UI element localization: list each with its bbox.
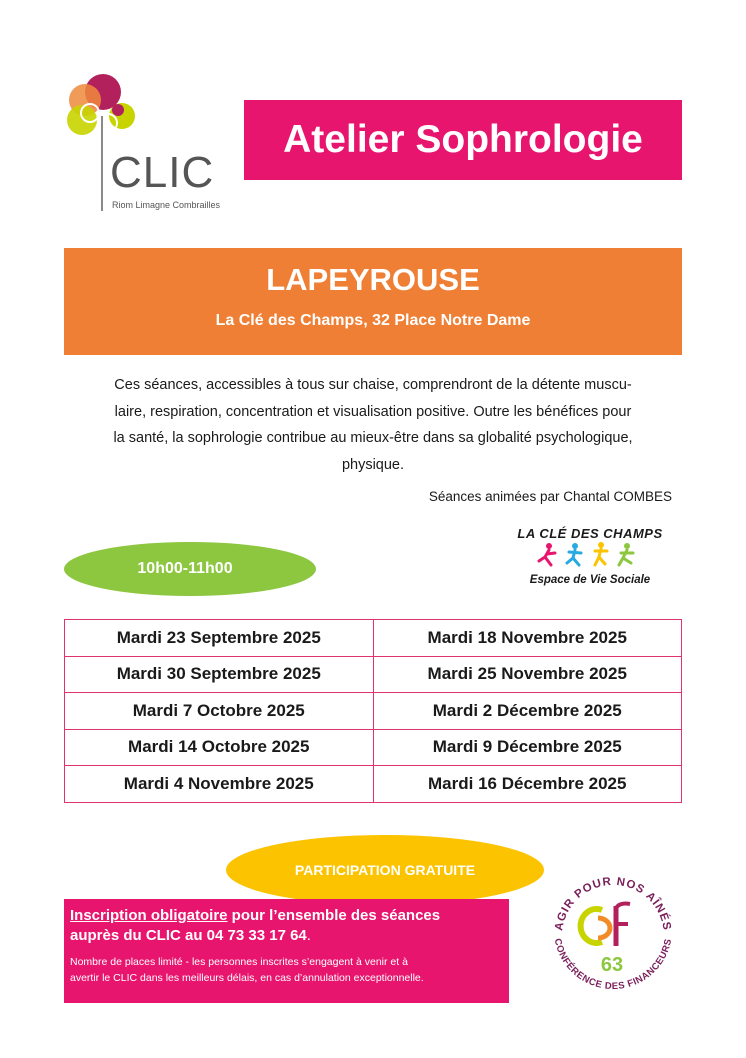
- partner-subtitle: Espace de Vie Sociale: [529, 574, 651, 586]
- cdf-top-text: AGIR POUR NOS AÎNÉS: [553, 875, 673, 932]
- cdf-logo: [540, 858, 685, 1003]
- host-line: Séances animées par Chantal COMBES: [428, 489, 672, 504]
- page-title: Atelier Sophrologie: [283, 118, 643, 161]
- description-line: physique.: [341, 456, 405, 473]
- note-line: Nombre de places limité - les personnes inscrites s’engagent à venir et à: [70, 956, 408, 968]
- inscription-box: [64, 899, 509, 1003]
- partner-title: LA CLÉ DES CHAMPS: [517, 526, 663, 541]
- table-row: [65, 766, 682, 803]
- svg-text:AGIR POUR NOS AÎNÉS: [553, 876, 673, 932]
- participation-pill: [226, 835, 544, 905]
- date-cell: Mardi 2 Décembre 2025: [373, 693, 682, 730]
- inscription-text: [70, 906, 503, 946]
- location-address: La Clé des Champs, 32 Place Notre Dame: [215, 312, 531, 329]
- date-cell: Mardi 23 Septembre 2025: [65, 620, 374, 657]
- date-cell: Mardi 25 Novembre 2025: [373, 656, 682, 693]
- table-row: [65, 729, 682, 766]
- table-row: [65, 656, 682, 693]
- inscription-period: .: [306, 927, 311, 944]
- location-city: LAPEYROUSE: [266, 262, 480, 297]
- note-line: avertir le CLIC dans les meilleurs délais, en cas d’annulation exceptionnelle.: [70, 971, 424, 984]
- inscription-phone-line: auprès du CLIC au 04 73 33 17 64: [70, 927, 307, 944]
- clic-subtitle: Riom Limagne Combrailles: [112, 200, 221, 210]
- inscription-rest: pour l’ensemble des séances: [227, 907, 441, 924]
- date-cell: Mardi 4 Novembre 2025: [65, 766, 374, 803]
- date-cell: Mardi 9 Décembre 2025: [373, 729, 682, 766]
- running-figures-icon: [535, 541, 645, 567]
- inscription-note: [70, 955, 503, 986]
- description-line: laire, respiration, concentration et visualisation positive. Outre les bénéfices pour: [114, 403, 632, 420]
- time-slot-pill: [64, 542, 316, 596]
- cdf-dept: 63: [600, 954, 624, 976]
- dates-table: [64, 619, 682, 803]
- table-row: [65, 693, 682, 730]
- date-cell: Mardi 7 Octobre 2025: [65, 693, 374, 730]
- clic-name: CLIC: [110, 148, 215, 197]
- inscription-required: Inscription obligatoire: [70, 907, 228, 924]
- cdf-bottom-text: CONFÉRENCE DES FINANCEURS: [551, 937, 675, 993]
- time-slot: 10h00-11h00: [137, 560, 233, 577]
- date-cell: Mardi 16 Décembre 2025: [373, 766, 682, 803]
- date-cell: Mardi 14 Octobre 2025: [65, 729, 374, 766]
- description: [76, 372, 670, 478]
- location-banner: [64, 248, 682, 355]
- table-row: [65, 620, 682, 657]
- clic-logo: [60, 66, 230, 216]
- title-banner: [244, 100, 682, 180]
- date-cell: Mardi 30 Septembre 2025: [65, 656, 374, 693]
- partner-logo: [500, 526, 680, 604]
- cdf-seal-icon: [540, 858, 685, 1003]
- description-line: la santé, la sophrologie contribue au mieux-être dans sa globalité psychologique,: [113, 430, 633, 446]
- description-line: Ces séances, accessibles à tous sur chaise, comprendront de la détente muscu-: [114, 377, 632, 393]
- participation-label: PARTICIPATION GRATUITE: [294, 862, 476, 878]
- date-cell: Mardi 18 Novembre 2025: [373, 620, 682, 657]
